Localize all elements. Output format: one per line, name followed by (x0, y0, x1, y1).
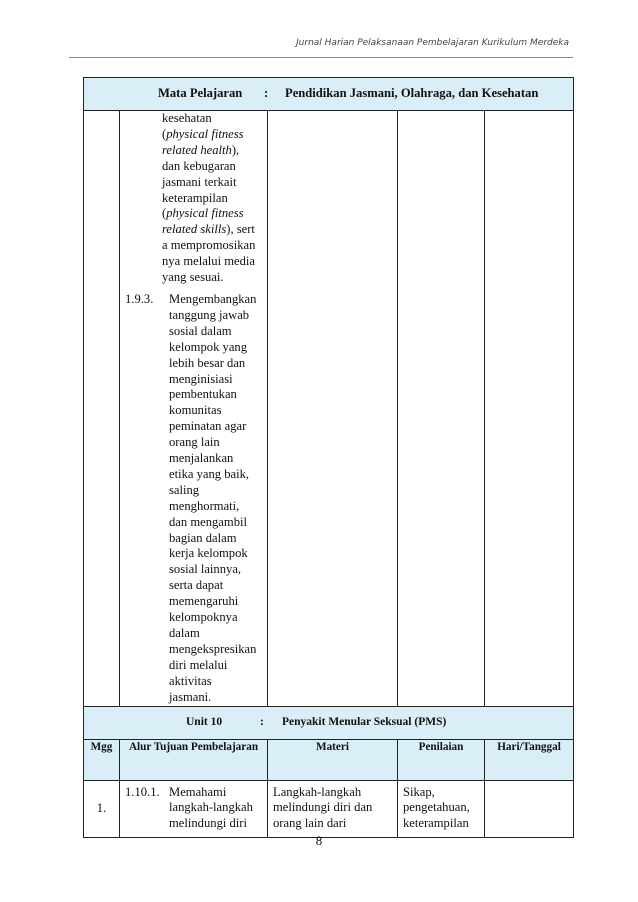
atp-continuation-text-b: dan kebugaran jasmani terkait keterampilan (162, 158, 237, 205)
atp-continuation-cell: kesehatan (physical fitness related health), dan kebugaran jasmani terkait keterampilan (physical fitness related skills), serta mempromosikannya melalui media yang sesuai. 1.9.3. Mengembangkan tanggung jawab sosial dalam kelompok yang lebih besar dan menginisiasi pembentukan komunitas peminatan agar orang lain menjalankan etika yang baik, saling menghormati, dan mengambil bagian dalam kerja kelompok sosial lainnya, serta dapat memengaruhi kelompoknya dalam mengekspresikan diri melalui aktivitas jasmani. (120, 111, 268, 707)
atp-item-number: 1.9.3. (125, 291, 154, 306)
atp-list-item (125, 292, 263, 706)
tanggal-cell (485, 780, 574, 837)
continuation-row (84, 111, 574, 707)
table-row (84, 780, 574, 837)
subject-value: Pendidikan Jasmani, Olahraga, dan Kesehatan (285, 86, 539, 101)
atp-italic-term-2: physical fitness related skills (162, 206, 244, 237)
atp-item-text: Mengembangkan tanggung jawab sosial dalam kelompok yang lebih besar dan menginisiasi pembentukan komunitas peminatan agar orang lain menjalankan etika yang baik, saling menghormati, dan mengambil bagian dalam kerja kelompok sosial lainnya, serta dapat memengaruhi kelompoknya dalam mengekspresikan diri melalui aktivitas jasmani. (169, 291, 257, 704)
column-header-row (84, 739, 574, 780)
col-header-penilaian: Penilaian (398, 739, 485, 780)
atp-continuation-text-c: serta mempromosikannya melalui media yang sesuai. (162, 222, 256, 285)
atp-row-number: 1.10.1. (125, 784, 160, 799)
unit-band-row (84, 706, 574, 739)
atp-italic-term-1: physical fitness related health (162, 126, 244, 157)
unit-band-cell (84, 706, 574, 739)
penilaian-cell-empty (398, 111, 485, 707)
week-number: 1. (84, 780, 120, 837)
journal-table (83, 77, 574, 838)
page-number: 8 (315, 833, 323, 848)
col-header-tanggal: Hari/Tanggal (485, 739, 574, 780)
unit-value: Penyakit Menular Seksual (PMS) (282, 715, 447, 728)
unit-label: Unit 10 (186, 715, 223, 728)
tanggal-cell-empty (485, 111, 574, 707)
col-header-materi: Materi (268, 739, 398, 780)
journal-header-title: Jurnal Harian Pelaksanaan Pembelajaran Kurikulum Merdeka (296, 38, 569, 48)
atp-cell (120, 780, 268, 837)
subject-band-row (84, 78, 574, 111)
materi-cell: Langkah-langkah melindungi diri dan orang lain dari (268, 780, 398, 837)
col-header-mgg: Mgg (84, 739, 120, 780)
header-divider (69, 57, 573, 58)
unit-colon: : (260, 715, 264, 728)
col-header-atp: Alur Tujuan Pembelajaran (120, 739, 268, 780)
subject-band-cell (84, 78, 574, 111)
atp-continuation-text-a: kesehatan (162, 111, 212, 125)
subject-colon: : (264, 86, 269, 101)
subject-label: Mata Pelajaran (158, 86, 243, 101)
penilaian-cell: Sikap, pengetahuan, keterampilan (398, 780, 485, 837)
materi-cell-empty (268, 111, 398, 707)
atp-row-text: Memahami langkah-langkah melindungi diri (169, 784, 253, 831)
week-cell-empty (84, 111, 120, 707)
